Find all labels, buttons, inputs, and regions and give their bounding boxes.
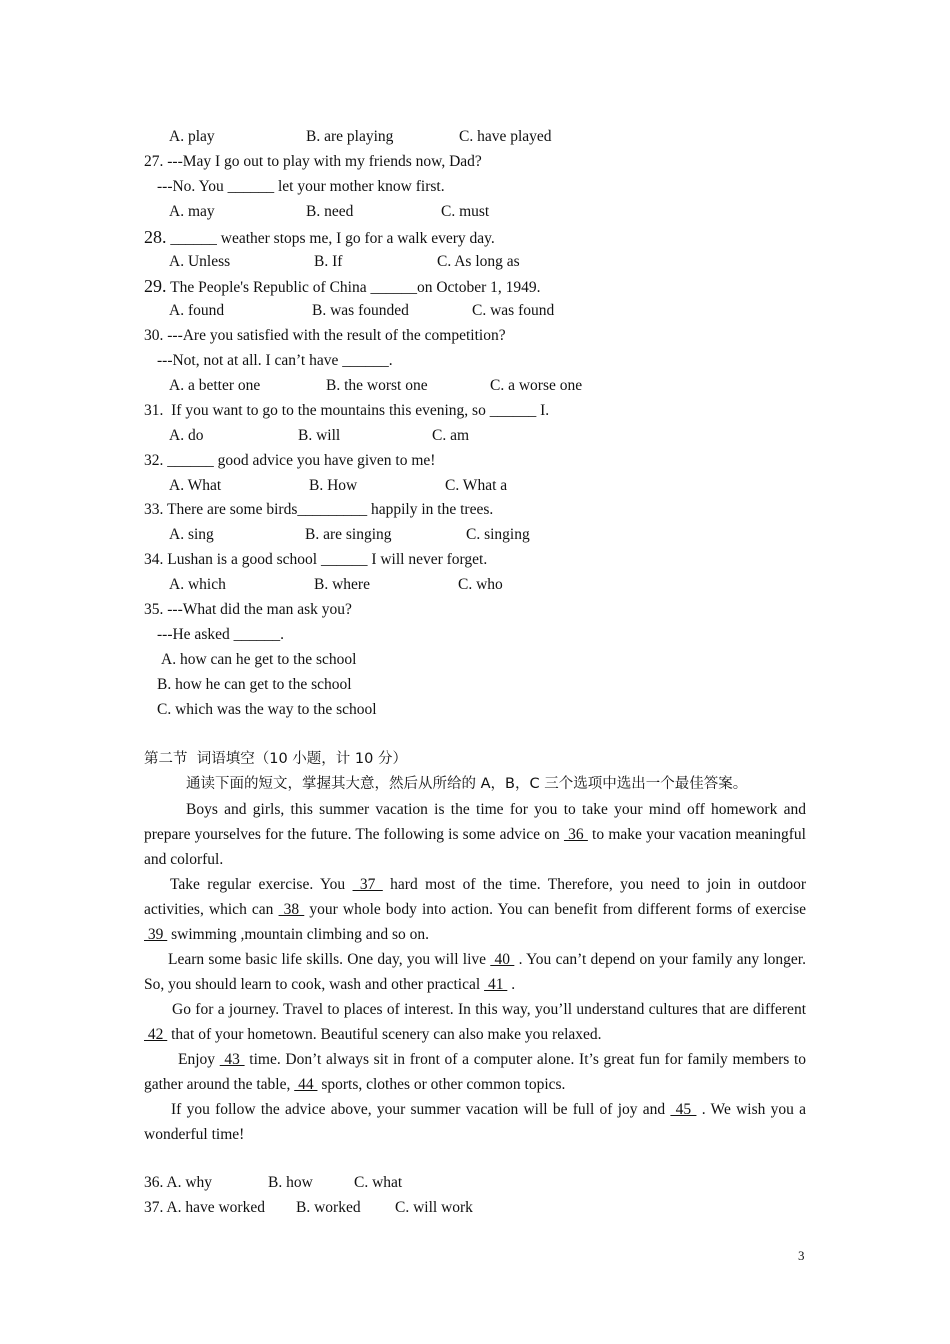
passage-text: that of your hometown. Beautiful scenery can also make you relaxed. bbox=[167, 1026, 602, 1043]
q35-option-c: C. which was the way to the school bbox=[157, 701, 377, 718]
blank-43: 43 bbox=[219, 1051, 245, 1068]
q33-stem: 33. There are some birds_________ happily in the trees. bbox=[144, 501, 494, 518]
passage-text: sports, clothes or other common topics. bbox=[317, 1076, 566, 1093]
passage-paragraph-4 bbox=[144, 997, 806, 1047]
q29-option-a: A. found bbox=[169, 302, 225, 319]
q37-option-a: 37. A. have worked bbox=[144, 1199, 265, 1216]
q34-stem: 34. Lushan is a good school ______ I will never forget. bbox=[144, 551, 488, 568]
passage-text: Enjoy bbox=[178, 1051, 220, 1068]
q29-stem bbox=[144, 276, 541, 298]
q29-option-c: C. was found bbox=[472, 302, 555, 319]
q32-option-b: B. How bbox=[309, 477, 358, 494]
q26-option-b: B. are playing bbox=[306, 128, 394, 145]
q36-option-b: B. how bbox=[268, 1174, 313, 1191]
blank-41: 41 bbox=[484, 976, 508, 993]
q28-stem-text: ______ weather stops me, I go for a walk every day. bbox=[166, 230, 495, 247]
q30-option-c: C. a worse one bbox=[490, 377, 583, 394]
q27-option-a: A. may bbox=[169, 203, 215, 220]
q27-stem-reply: ---No. You ______ let your mother know first. bbox=[157, 178, 445, 195]
q35-option-b: B. how he can get to the school bbox=[157, 676, 352, 693]
q29-stem-text: The People's Republic of China ______on October 1, 1949. bbox=[166, 279, 541, 296]
blank-44: 44 bbox=[294, 1076, 318, 1093]
q28-stem bbox=[144, 227, 495, 249]
q28-option-c: C. As long as bbox=[437, 253, 520, 270]
passage-text: . We wish you a wonderful time! bbox=[144, 1101, 807, 1143]
passage-paragraph-2 bbox=[144, 872, 806, 947]
q29-option-b: B. was founded bbox=[312, 302, 409, 319]
passage-paragraph-1 bbox=[144, 797, 806, 872]
blank-39: 39 bbox=[144, 926, 168, 943]
blank-42: 42 bbox=[144, 1026, 168, 1043]
passage-text: If you follow the advice above, your summer vacation will be full of joy and bbox=[171, 1101, 671, 1118]
q26-option-a: A. play bbox=[169, 128, 215, 145]
q27-option-c: C. must bbox=[441, 203, 490, 220]
q27-stem: 27. ---May I go out to play with my friends now, Dad? bbox=[144, 153, 482, 170]
q37-option-c: C. will work bbox=[395, 1199, 473, 1216]
passage-text: to make your vacation meaningful and colorful. bbox=[144, 826, 806, 868]
passage-text: . bbox=[507, 976, 516, 993]
q27-option-b: B. need bbox=[306, 203, 354, 220]
passage-text: time. Don’t always sit in front of a computer alone. It’s great fun for family members to gather around the table, bbox=[144, 1051, 807, 1093]
q36-option-a: 36. A. why bbox=[144, 1174, 213, 1191]
q30-option-a: A. a better one bbox=[169, 377, 261, 394]
q32-option-a: A. What bbox=[169, 477, 222, 494]
q34-option-c: C. who bbox=[458, 576, 503, 593]
q31-option-c: C. am bbox=[432, 427, 470, 444]
q33-option-b: B. are singing bbox=[305, 526, 392, 543]
q33-option-a: A. sing bbox=[169, 526, 214, 543]
passage-text: Go for a journey. Travel to places of interest. In this way, you’ll understand cultures that are different bbox=[172, 1001, 806, 1018]
q29-number: 29. bbox=[144, 276, 167, 296]
passage-text: Learn some basic life skills. One day, you will live bbox=[168, 951, 491, 968]
passage-paragraph-3 bbox=[144, 947, 806, 997]
passage-text: Take regular exercise. You bbox=[170, 876, 353, 893]
q31-stem: 31. If you want to go to the mountains this evening, so ______ I. bbox=[144, 402, 550, 419]
q34-option-a: A. which bbox=[169, 576, 226, 593]
q28-option-a: A. Unless bbox=[169, 253, 231, 270]
section2-title: 第二节 词语填空（10 小题，计 10 分） bbox=[144, 751, 407, 767]
q35-option-a: A. how can he get to the school bbox=[161, 651, 357, 668]
passage-paragraph-5 bbox=[144, 1047, 806, 1097]
section2-instruction: 通读下面的短文，掌握其大意，然后从所给的 A，B，C 三个选项中选出一个最佳答案。 bbox=[186, 776, 748, 792]
passage-text: Boys and girls, this summer vacation is the time for you to take your mind off homework and prepare yourselves for the future. The following is some advice on bbox=[144, 801, 806, 843]
passage-text: swimming ,mountain climbing and so on. bbox=[167, 926, 430, 943]
blank-45: 45 bbox=[670, 1101, 697, 1118]
q35-stem-reply: ---He asked ______. bbox=[157, 626, 284, 643]
q33-option-c: C. singing bbox=[466, 526, 530, 543]
q32-option-c: C. What a bbox=[445, 477, 508, 494]
q36-option-c: C. what bbox=[354, 1174, 403, 1191]
q28-option-b: B. If bbox=[314, 253, 343, 270]
blank-40: 40 bbox=[490, 951, 515, 968]
q35-stem: 35. ---What did the man ask you? bbox=[144, 601, 352, 618]
passage-text: hard most of the time. Therefore, you need to join in outdoor activities, which can bbox=[144, 876, 806, 918]
blank-36: 36 bbox=[563, 826, 588, 843]
q30-stem: 30. ---Are you satisfied with the result of the competition? bbox=[144, 327, 506, 344]
passage-text: your whole body into action. You can benefit from different forms of exercise bbox=[304, 901, 806, 918]
blank-38: 38 bbox=[278, 901, 305, 918]
page-number: 3 bbox=[798, 1248, 805, 1263]
q37-option-b: B. worked bbox=[296, 1199, 361, 1216]
q30-option-b: B. the worst one bbox=[326, 377, 428, 394]
q28-number: 28. bbox=[144, 227, 167, 247]
q32-stem: 32. ______ good advice you have given to me! bbox=[144, 452, 436, 469]
blank-37: 37 bbox=[352, 876, 383, 893]
q31-option-b: B. will bbox=[298, 427, 341, 444]
q31-option-a: A. do bbox=[169, 427, 204, 444]
passage-paragraph-6 bbox=[144, 1097, 806, 1147]
q26-option-c: C. have played bbox=[459, 128, 552, 145]
q30-stem-reply: ---Not, not at all. I can’t have ______. bbox=[157, 352, 393, 369]
passage-text: . You can’t depend on your family any longer. So, you should learn to cook, wash and other practical bbox=[144, 951, 806, 993]
q34-option-b: B. where bbox=[314, 576, 370, 593]
